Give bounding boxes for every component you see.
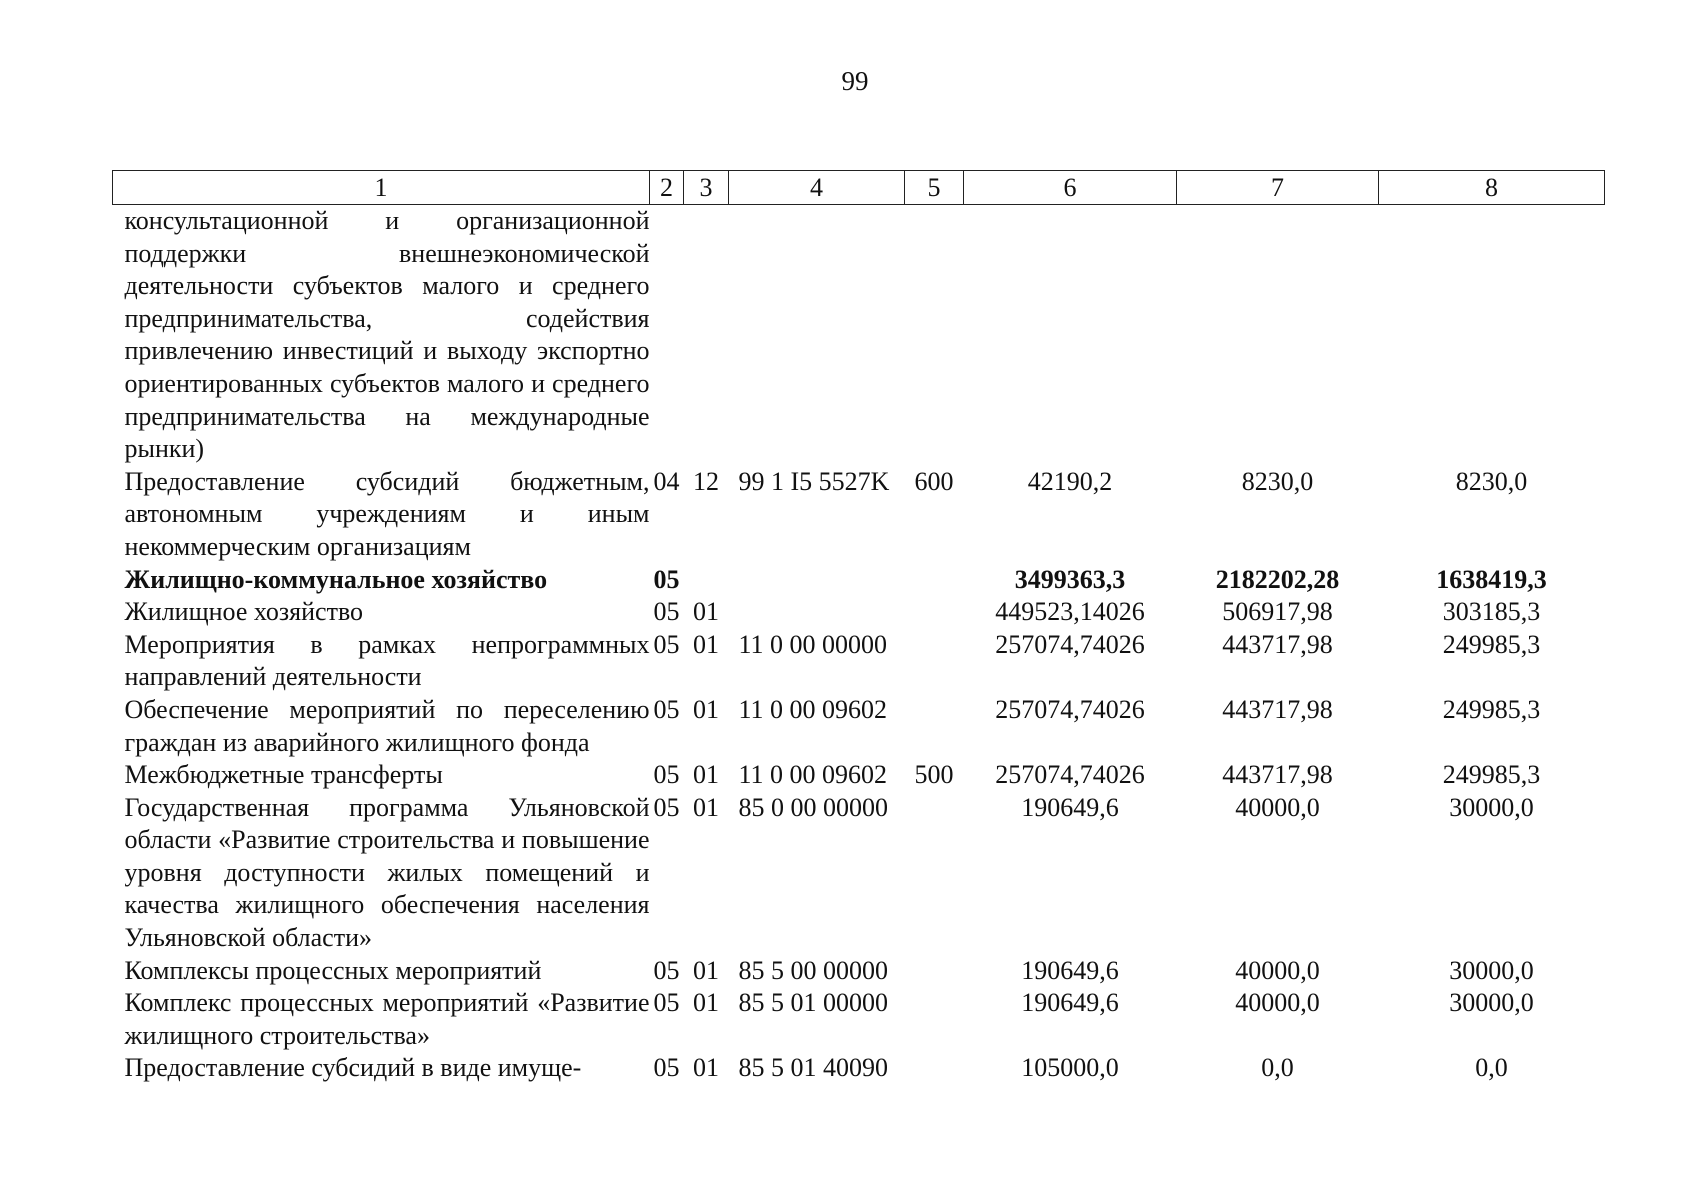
row-value-cell-5 xyxy=(905,205,964,466)
row-value-cell-7 xyxy=(1177,205,1379,466)
row-value-cell-6: 42190,2 xyxy=(1027,466,1113,496)
budget-table xyxy=(112,170,1605,1085)
row-value-cell-2: 04 xyxy=(653,466,680,496)
row-value-cell-2: 05 xyxy=(653,1053,680,1083)
row-value-cell-4: 85 5 01 40090 xyxy=(738,1053,888,1083)
row-value-cell-4 xyxy=(729,205,905,466)
row-value-cell-2: 05 xyxy=(653,792,680,822)
row-value-cell-8: 0,0 xyxy=(1475,1053,1508,1083)
table-row xyxy=(113,205,1605,466)
row-value-cell-4: 85 5 00 00000 xyxy=(738,955,888,985)
row-value-cell-5 xyxy=(905,1052,964,1085)
row-value-cell-7: 40000,0 xyxy=(1235,988,1320,1018)
row-value-cell-5 xyxy=(905,955,964,988)
page-number: 99 xyxy=(841,66,869,96)
row-value-cell-2: 05 xyxy=(653,760,680,790)
row-value-cell-6: 190649,6 xyxy=(1021,988,1119,1018)
row-value-cell-4: 11 0 00 09602 xyxy=(738,760,888,790)
row-name-cell: Комплекс процессных мероприятий «Развитие жилищного строительства» xyxy=(124,988,650,1050)
row-value-cell-4: 85 0 00 00000 xyxy=(738,792,888,822)
row-value-cell-5: 500 xyxy=(914,760,954,790)
row-value-cell-3: 12 xyxy=(693,466,719,496)
row-value-cell-8: 249985,3 xyxy=(1442,760,1541,790)
row-value-cell-7: 40000,0 xyxy=(1235,955,1320,985)
table-row xyxy=(113,564,1605,597)
row-value-cell-8: 30000,0 xyxy=(1449,792,1534,822)
row-value-cell-2: 05 xyxy=(653,955,680,985)
row-value-cell-2: 05 xyxy=(653,988,680,1018)
row-value-cell-8: 30000,0 xyxy=(1449,988,1534,1018)
header-col-3: 3 xyxy=(684,171,729,205)
row-value-cell-3: 01 xyxy=(693,629,719,659)
row-value-cell-8: 303185,3 xyxy=(1442,597,1541,627)
row-value-cell-7: 0,0 xyxy=(1261,1053,1294,1083)
row-value-cell-7: 2182202,28 xyxy=(1215,564,1340,594)
row-value-cell-4 xyxy=(729,564,905,597)
row-value-cell-6: 449523,14026 xyxy=(995,597,1145,627)
row-name-cell: Государственная программа Ульяновской области «Развитие строительства и повышение уровня доступности жилых помещений и качества жилищного обеспечения населения Ульяновской области» xyxy=(124,792,650,953)
row-value-cell-3: 01 xyxy=(693,694,719,724)
row-value-cell-3: 01 xyxy=(693,955,719,985)
row-value-cell-7: 443717,98 xyxy=(1222,629,1333,659)
row-value-cell-7: 443717,98 xyxy=(1222,760,1333,790)
row-value-cell-2: 05 xyxy=(653,597,680,627)
header-col-6: 6 xyxy=(964,171,1177,205)
table-row xyxy=(113,955,1605,988)
row-name-cell: Межбюджетные трансферты xyxy=(124,760,443,790)
row-value-cell-5: 600 xyxy=(914,466,954,496)
table-row xyxy=(113,792,1605,955)
row-name-cell: Жилищно-коммунальное хозяйство xyxy=(124,564,548,594)
header-col-5: 5 xyxy=(905,171,964,205)
row-value-cell-3: 01 xyxy=(693,760,719,790)
row-name-cell: Жилищное хозяйство xyxy=(124,597,364,627)
row-name-cell: Обеспечение мероприятий по переселению граждан из аварийного жилищного фонда xyxy=(124,694,650,757)
row-name-cell: Комплексы процессных мероприятий xyxy=(124,955,542,985)
header-col-1: 1 xyxy=(113,171,650,205)
table-header-row xyxy=(113,171,1605,205)
row-name-cell: Мероприятия в рамках непрограммных направлений деятельности xyxy=(124,629,650,692)
table-row xyxy=(113,596,1605,629)
row-value-cell-7: 40000,0 xyxy=(1235,792,1320,822)
row-value-cell-6: 257074,74026 xyxy=(995,760,1145,790)
row-value-cell-7: 443717,98 xyxy=(1222,694,1333,724)
row-value-cell-7: 506917,98 xyxy=(1222,597,1333,627)
row-value-cell-6: 3499363,3 xyxy=(1014,564,1126,594)
row-value-cell-6 xyxy=(964,205,1177,466)
row-value-cell-3: 01 xyxy=(693,597,719,627)
row-value-cell-2: 05 xyxy=(653,694,680,724)
row-value-cell-8: 249985,3 xyxy=(1442,694,1541,724)
row-value-cell-3: 01 xyxy=(693,1053,719,1083)
row-value-cell-3 xyxy=(684,564,729,597)
row-name-cell: Предоставление субсидий в виде имуще- xyxy=(124,1053,582,1083)
table-row xyxy=(113,466,1605,564)
row-value-cell-8: 8230,0 xyxy=(1455,466,1528,496)
row-value-cell-4: 11 0 00 09602 xyxy=(738,694,888,724)
row-value-cell-3: 01 xyxy=(693,792,719,822)
header-col-7: 7 xyxy=(1177,171,1379,205)
row-value-cell-4: 99 1 I5 5527K xyxy=(738,466,890,496)
header-col-4: 4 xyxy=(729,171,905,205)
header-col-2: 2 xyxy=(650,171,684,205)
row-value-cell-8: 249985,3 xyxy=(1442,629,1541,659)
row-value-cell-4 xyxy=(729,596,905,629)
row-value-cell-5 xyxy=(905,792,964,955)
row-value-cell-7: 8230,0 xyxy=(1241,466,1314,496)
table-row xyxy=(113,759,1605,792)
row-name-cell: Предоставление субсидий бюджетным, автономным учреждениям и иным некоммерческим организациям xyxy=(124,466,650,561)
row-value-cell-3 xyxy=(684,205,729,466)
row-value-cell-8: 1638419,3 xyxy=(1436,564,1547,594)
table-row xyxy=(113,694,1605,759)
row-value-cell-6: 105000,0 xyxy=(1021,1053,1119,1083)
row-value-cell-8: 30000,0 xyxy=(1449,955,1534,985)
row-value-cell-6: 257074,74026 xyxy=(995,694,1145,724)
table-row xyxy=(113,987,1605,1052)
row-value-cell-3: 01 xyxy=(693,988,719,1018)
row-value-cell-4: 85 5 01 00000 xyxy=(738,988,888,1018)
table-row xyxy=(113,1052,1605,1085)
row-value-cell-2 xyxy=(650,205,684,466)
row-value-cell-2: 05 xyxy=(653,629,680,659)
row-value-cell-6: 190649,6 xyxy=(1021,955,1119,985)
row-value-cell-5 xyxy=(905,629,964,694)
row-value-cell-2: 05 xyxy=(653,564,680,594)
row-value-cell-6: 257074,74026 xyxy=(995,629,1145,659)
table-row xyxy=(113,629,1605,694)
row-value-cell-5 xyxy=(905,987,964,1052)
header-col-8: 8 xyxy=(1379,171,1605,205)
row-value-cell-5 xyxy=(905,596,964,629)
row-name-cell: консультационной и организационной поддержки внешнеэкономической деятельности субъектов малого и среднего предпринимательства, содействия привлечению инвестиций и выходу экспортно ориентированных субъектов малого и среднего предпринимательства на международные рынки) xyxy=(124,206,650,464)
row-value-cell-4: 11 0 00 00000 xyxy=(738,629,888,659)
row-value-cell-6: 190649,6 xyxy=(1021,792,1119,822)
row-value-cell-5 xyxy=(905,564,964,597)
row-value-cell-8 xyxy=(1379,205,1605,466)
table-body xyxy=(113,205,1605,1086)
row-value-cell-5 xyxy=(905,694,964,759)
